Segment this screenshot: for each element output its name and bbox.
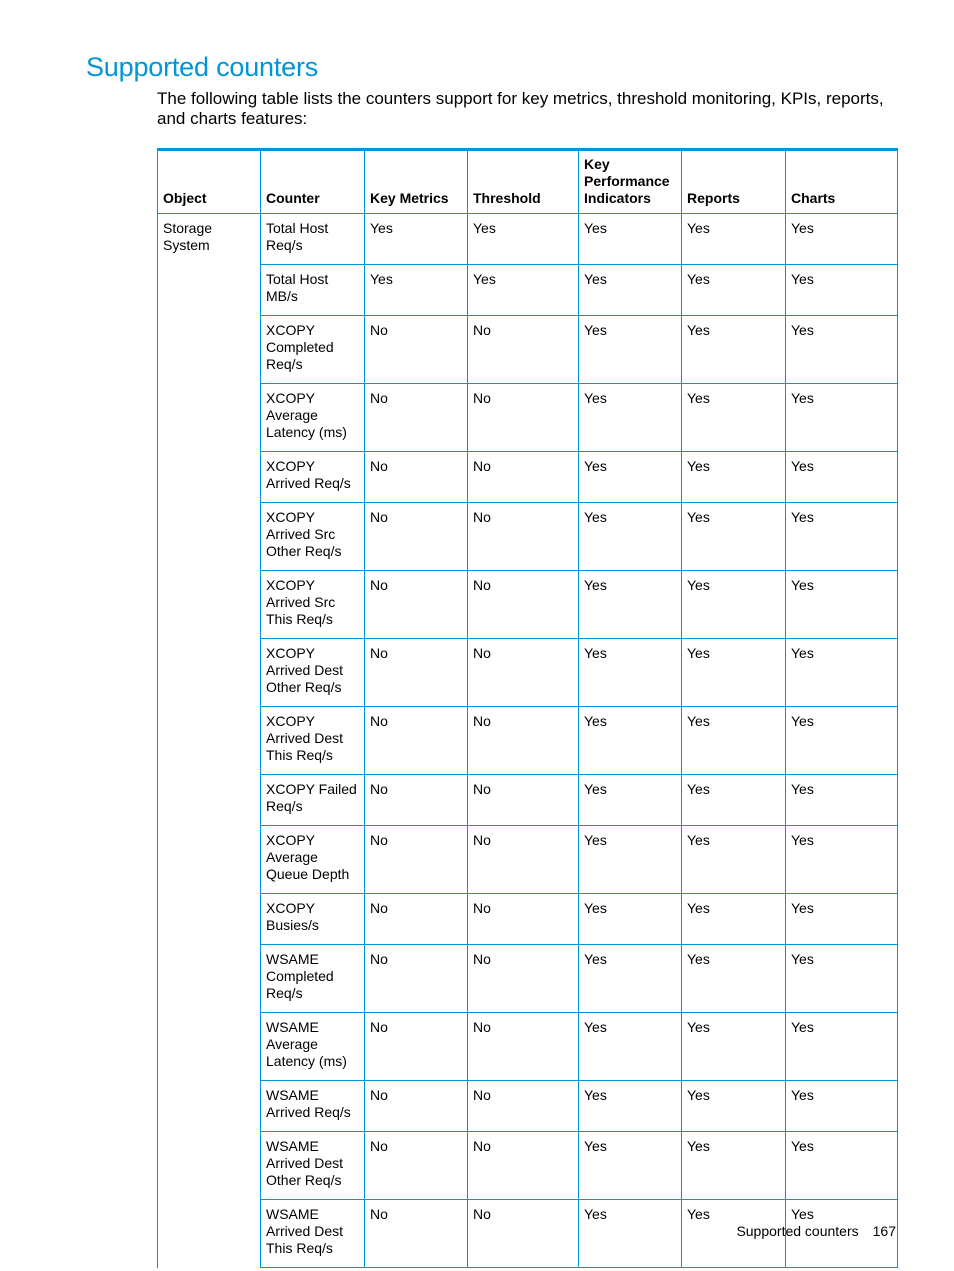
cell-kpi: Yes — [579, 894, 682, 945]
cell-threshold: No — [468, 384, 579, 452]
table-row — [158, 1132, 898, 1200]
cell-counter: WSAME Arrived Req/s — [261, 1081, 365, 1132]
cell-kpi: Yes — [579, 639, 682, 707]
cell-kpi: Yes — [579, 265, 682, 316]
cell-counter: XCOPY Average Queue Depth — [261, 826, 365, 894]
cell-reports: Yes — [682, 265, 786, 316]
cell-reports: Yes — [682, 639, 786, 707]
cell-reports: Yes — [682, 945, 786, 1013]
table-row — [158, 639, 898, 707]
column-header-charts: Charts — [786, 150, 898, 214]
intro-paragraph: The following table lists the counters support for key metrics, threshold monitoring, KPIs, reports, and charts features: — [157, 89, 884, 128]
table-row — [158, 265, 898, 316]
cell-charts: Yes — [786, 1081, 898, 1132]
cell-key-metrics: No — [365, 1132, 468, 1200]
cell-reports: Yes — [682, 1132, 786, 1200]
cell-key-metrics: No — [365, 316, 468, 384]
table-row — [158, 894, 898, 945]
cell-reports: Yes — [682, 1200, 786, 1268]
page-number: 167 — [872, 1223, 896, 1239]
table-row — [158, 571, 898, 639]
cell-kpi: Yes — [579, 1132, 682, 1200]
cell-threshold: No — [468, 775, 579, 826]
cell-threshold: No — [468, 452, 579, 503]
cell-reports: Yes — [682, 503, 786, 571]
cell-key-metrics: No — [365, 571, 468, 639]
cell-counter: XCOPY Arrived Dest This Req/s — [261, 707, 365, 775]
cell-counter: XCOPY Arrived Src Other Req/s — [261, 503, 365, 571]
cell-counter: WSAME Completed Req/s — [261, 945, 365, 1013]
cell-kpi: Yes — [579, 707, 682, 775]
table-row — [158, 503, 898, 571]
column-header-threshold: Threshold — [468, 150, 579, 214]
cell-threshold: No — [468, 1132, 579, 1200]
cell-charts: Yes — [786, 265, 898, 316]
cell-kpi: Yes — [579, 1013, 682, 1081]
cell-charts: Yes — [786, 639, 898, 707]
cell-kpi: Yes — [579, 775, 682, 826]
cell-reports: Yes — [682, 826, 786, 894]
cell-reports: Yes — [682, 316, 786, 384]
cell-threshold: No — [468, 571, 579, 639]
cell-charts: Yes — [786, 571, 898, 639]
cell-kpi: Yes — [579, 826, 682, 894]
cell-charts: Yes — [786, 945, 898, 1013]
page-title: Supported counters — [86, 52, 319, 82]
cell-key-metrics: No — [365, 384, 468, 452]
cell-counter: Total Host Req/s — [261, 214, 365, 265]
cell-reports: Yes — [682, 894, 786, 945]
cell-key-metrics: No — [365, 775, 468, 826]
cell-key-metrics: Yes — [365, 214, 468, 265]
cell-charts: Yes — [786, 452, 898, 503]
cell-charts: Yes — [786, 384, 898, 452]
column-header-object: Object — [158, 150, 261, 214]
cell-key-metrics: Yes — [365, 265, 468, 316]
cell-reports: Yes — [682, 571, 786, 639]
cell-reports: Yes — [682, 1081, 786, 1132]
cell-key-metrics: No — [365, 1013, 468, 1081]
cell-charts: Yes — [786, 707, 898, 775]
cell-charts: Yes — [786, 316, 898, 384]
cell-counter: WSAME Average Latency (ms) — [261, 1013, 365, 1081]
cell-threshold: No — [468, 1200, 579, 1268]
cell-threshold: No — [468, 639, 579, 707]
cell-object: Storage System — [158, 214, 261, 1268]
table-row — [158, 452, 898, 503]
cell-key-metrics: No — [365, 503, 468, 571]
cell-kpi: Yes — [579, 1200, 682, 1268]
cell-counter: Total Host MB/s — [261, 265, 365, 316]
table-row — [158, 707, 898, 775]
table-row — [158, 826, 898, 894]
cell-reports: Yes — [682, 1013, 786, 1081]
cell-reports: Yes — [682, 707, 786, 775]
cell-reports: Yes — [682, 452, 786, 503]
cell-key-metrics: No — [365, 945, 468, 1013]
cell-counter: XCOPY Average Latency (ms) — [261, 384, 365, 452]
cell-key-metrics: No — [365, 452, 468, 503]
column-header-key-metrics: Key Metrics — [365, 150, 468, 214]
cell-threshold: No — [468, 503, 579, 571]
cell-kpi: Yes — [579, 214, 682, 265]
cell-reports: Yes — [682, 384, 786, 452]
table-row — [158, 945, 898, 1013]
cell-threshold: Yes — [468, 214, 579, 265]
cell-key-metrics: No — [365, 826, 468, 894]
table-header-row — [158, 150, 898, 214]
cell-reports: Yes — [682, 214, 786, 265]
table-row — [158, 384, 898, 452]
cell-reports: Yes — [682, 775, 786, 826]
cell-threshold: No — [468, 894, 579, 945]
cell-charts: Yes — [786, 775, 898, 826]
cell-charts: Yes — [786, 1013, 898, 1081]
cell-key-metrics: No — [365, 707, 468, 775]
cell-counter: XCOPY Completed Req/s — [261, 316, 365, 384]
cell-threshold: No — [468, 707, 579, 775]
cell-charts: Yes — [786, 894, 898, 945]
cell-kpi: Yes — [579, 452, 682, 503]
cell-counter: WSAME Arrived Dest This Req/s — [261, 1200, 365, 1268]
cell-counter: XCOPY Busies/s — [261, 894, 365, 945]
cell-key-metrics: No — [365, 1081, 468, 1132]
table-row — [158, 1013, 898, 1081]
cell-counter: XCOPY Arrived Req/s — [261, 452, 365, 503]
cell-kpi: Yes — [579, 945, 682, 1013]
cell-charts: Yes — [786, 503, 898, 571]
cell-charts: Yes — [786, 214, 898, 265]
cell-counter: WSAME Arrived Dest Other Req/s — [261, 1132, 365, 1200]
cell-threshold: No — [468, 316, 579, 384]
table-row — [158, 775, 898, 826]
cell-kpi: Yes — [579, 384, 682, 452]
cell-key-metrics: No — [365, 894, 468, 945]
table-row — [158, 1081, 898, 1132]
cell-counter: XCOPY Failed Req/s — [261, 775, 365, 826]
cell-kpi: Yes — [579, 1081, 682, 1132]
cell-kpi: Yes — [579, 571, 682, 639]
footer-section-title: Supported counters — [736, 1223, 859, 1239]
table-row — [158, 214, 898, 265]
cell-threshold: No — [468, 1081, 579, 1132]
page-footer — [736, 1223, 896, 1239]
cell-charts: Yes — [786, 826, 898, 894]
column-header-reports: Reports — [682, 150, 786, 214]
column-header-counter: Counter — [261, 150, 365, 214]
cell-counter: XCOPY Arrived Dest Other Req/s — [261, 639, 365, 707]
column-header-kpi: Key Performance Indicators — [579, 150, 682, 214]
cell-threshold: No — [468, 826, 579, 894]
cell-key-metrics: No — [365, 639, 468, 707]
cell-threshold: Yes — [468, 265, 579, 316]
counters-table — [157, 148, 898, 1268]
cell-kpi: Yes — [579, 503, 682, 571]
cell-threshold: No — [468, 945, 579, 1013]
cell-kpi: Yes — [579, 316, 682, 384]
cell-charts: Yes — [786, 1200, 898, 1268]
cell-counter: XCOPY Arrived Src This Req/s — [261, 571, 365, 639]
cell-key-metrics: No — [365, 1200, 468, 1268]
table-row — [158, 316, 898, 384]
cell-charts: Yes — [786, 1132, 898, 1200]
table-body — [158, 214, 898, 1268]
cell-threshold: No — [468, 1013, 579, 1081]
